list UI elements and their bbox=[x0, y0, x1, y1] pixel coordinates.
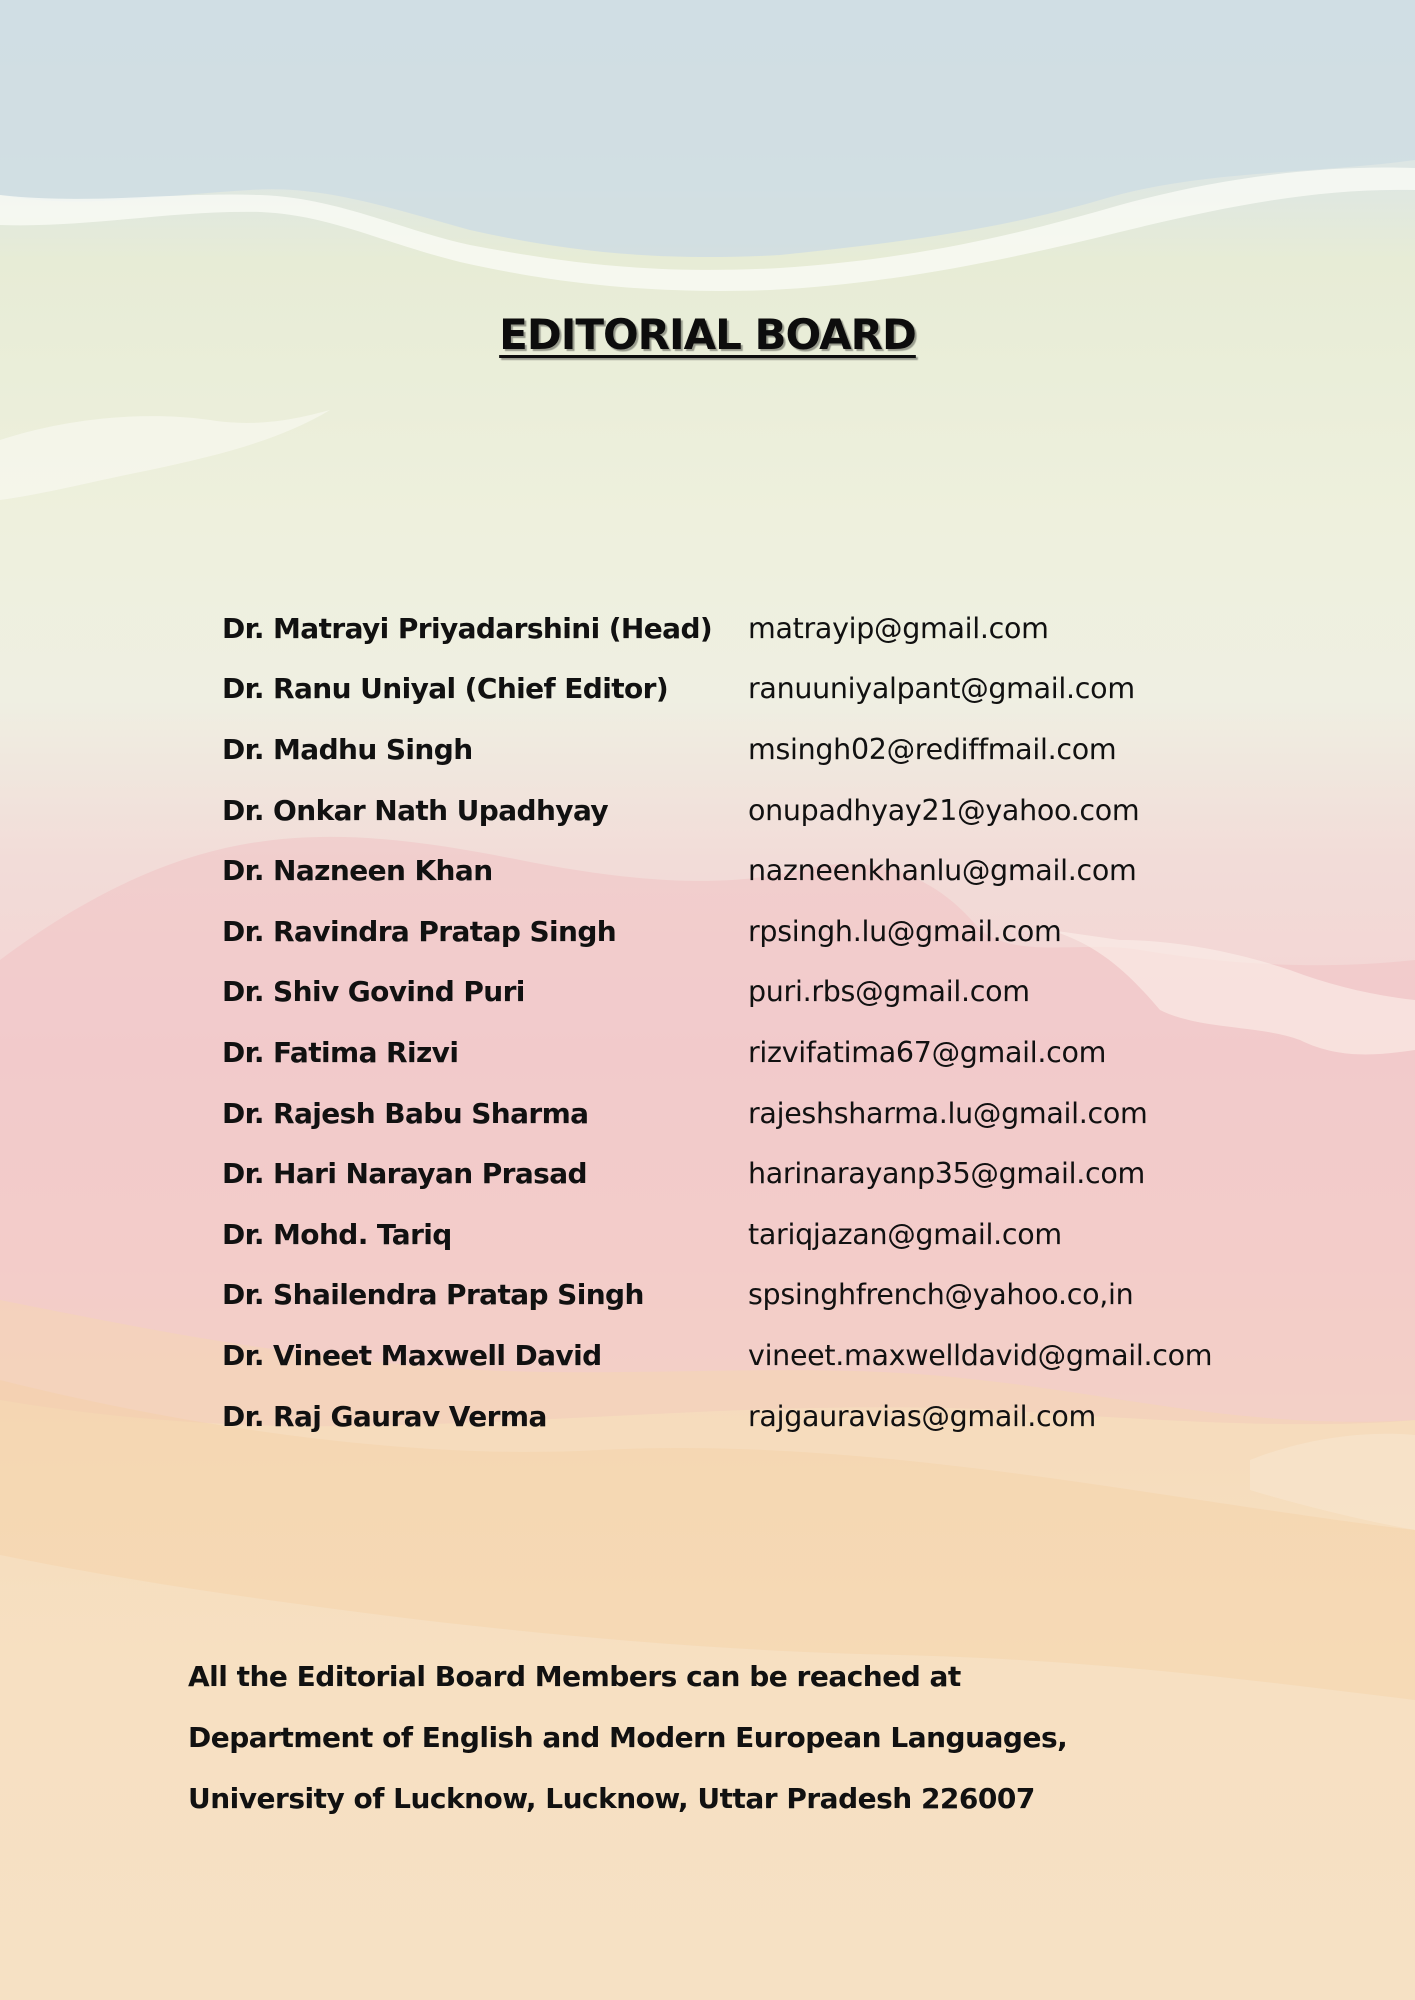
member-name: Dr. Fatima Rizvi bbox=[222, 1035, 459, 1069]
member-row bbox=[222, 1143, 1342, 1204]
member-email: harinarayanp35@gmail.com bbox=[748, 1157, 1146, 1191]
member-row bbox=[222, 1265, 1342, 1326]
member-email: matrayip@gmail.com bbox=[748, 611, 1049, 645]
member-email: rajeshsharma.lu@gmail.com bbox=[748, 1096, 1148, 1130]
member-email: puri.rbs@gmail.com bbox=[748, 975, 1030, 1009]
member-row bbox=[222, 840, 1342, 901]
member-row bbox=[222, 719, 1342, 780]
member-name: Dr. Ranu Uniyal (Chief Editor) bbox=[222, 672, 669, 706]
member-email: nazneenkhanlu@gmail.com bbox=[748, 854, 1137, 888]
member-email: tariqjazan@gmail.com bbox=[748, 1217, 1062, 1251]
member-row bbox=[222, 1386, 1342, 1447]
member-row bbox=[222, 901, 1342, 962]
page-title: EDITORIAL BOARD bbox=[499, 310, 916, 359]
contact-address-block bbox=[188, 1646, 1288, 1829]
member-name: Dr. Nazneen Khan bbox=[222, 854, 493, 888]
member-row bbox=[222, 1083, 1342, 1144]
member-row bbox=[222, 780, 1342, 841]
member-name: Dr. Shiv Govind Puri bbox=[222, 975, 525, 1009]
member-email: spsinghfrench@yahoo.co,in bbox=[748, 1278, 1134, 1312]
member-email: ranuuniyalpant@gmail.com bbox=[748, 672, 1135, 706]
contact-line: All the Editorial Board Members can be reached at bbox=[188, 1660, 961, 1693]
member-email: msingh02@rediffmail.com bbox=[748, 732, 1117, 766]
member-row bbox=[222, 659, 1342, 720]
member-name: Dr. Mohd. Tariq bbox=[222, 1217, 452, 1251]
member-email: rajgauravias@gmail.com bbox=[748, 1399, 1096, 1433]
member-row bbox=[222, 1325, 1342, 1386]
member-email: rizvifatima67@gmail.com bbox=[748, 1035, 1107, 1069]
member-email: rpsingh.lu@gmail.com bbox=[748, 914, 1062, 948]
member-row bbox=[222, 1204, 1342, 1265]
member-name: Dr. Rajesh Babu Sharma bbox=[222, 1096, 589, 1130]
member-row bbox=[222, 1022, 1342, 1083]
member-name: Dr. Ravindra Pratap Singh bbox=[222, 914, 617, 948]
member-name: Dr. Madhu Singh bbox=[222, 732, 473, 766]
member-row bbox=[222, 962, 1342, 1023]
member-name: Dr. Hari Narayan Prasad bbox=[222, 1157, 587, 1191]
department-line: Department of English and Modern European Languages, bbox=[188, 1721, 1068, 1754]
member-name: Dr. Shailendra Pratap Singh bbox=[222, 1278, 644, 1312]
member-name: Dr. Onkar Nath Upadhyay bbox=[222, 793, 609, 827]
university-address-line: University of Lucknow, Lucknow, Uttar Pradesh 226007 bbox=[188, 1782, 1035, 1815]
member-name: Dr. Vineet Maxwell David bbox=[222, 1338, 602, 1372]
member-name: Dr. Matrayi Priyadarshini (Head) bbox=[222, 611, 713, 645]
member-email: onupadhyay21@yahoo.com bbox=[748, 793, 1140, 827]
member-email: vineet.maxwelldavid@gmail.com bbox=[748, 1338, 1213, 1372]
member-name: Dr. Raj Gaurav Verma bbox=[222, 1399, 547, 1433]
editorial-board-list bbox=[222, 598, 1342, 1446]
member-row bbox=[222, 598, 1342, 659]
